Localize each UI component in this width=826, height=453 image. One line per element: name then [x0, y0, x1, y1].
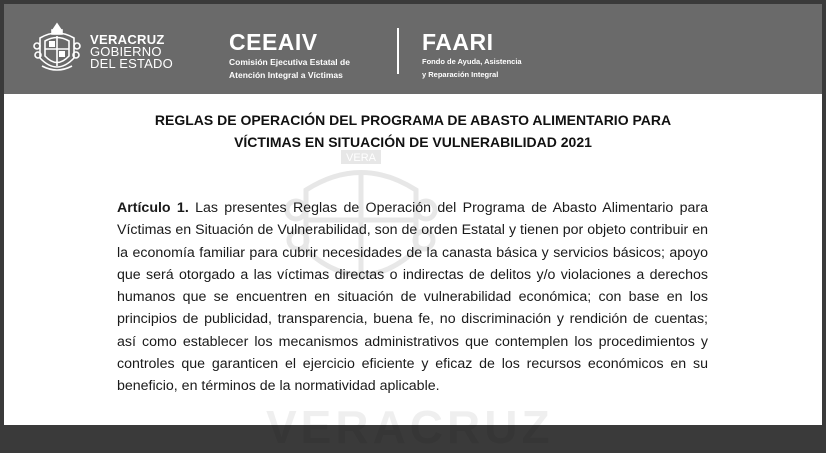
ceeaiv-logo	[229, 30, 350, 80]
ceeaiv-name: CEEAIV	[229, 29, 318, 55]
title-line1: REGLAS DE OPERACIÓN DEL PROGRAMA DE ABASTO ALIMENTARIO PARA	[154, 112, 672, 128]
gov-line2: GOBIERNO	[90, 44, 162, 59]
watermark-text: VERACRUZ	[266, 401, 554, 453]
gov-line1: VERACRUZ	[90, 32, 165, 47]
veracruz-seal-icon	[32, 22, 82, 76]
article-1-paragraph	[117, 197, 708, 398]
veracruz-government-logo	[90, 34, 173, 70]
logo-divider	[397, 28, 399, 74]
document-title	[4, 109, 822, 153]
header-banner	[4, 4, 822, 94]
faari-logo	[422, 30, 522, 79]
watermark-seal-label: VERA	[346, 152, 376, 164]
faari-sub2: y Reparación Integral	[422, 69, 499, 79]
document-page	[4, 4, 822, 453]
ceeaiv-sub2: Atención Integral a Víctimas	[229, 70, 343, 80]
faari-name: FAARI	[422, 29, 494, 55]
ceeaiv-sub1: Comisión Ejecutiva Estatal de	[229, 57, 350, 67]
title-line2: VÍCTIMAS EN SITUACIÓN DE VULNERABILIDAD 2021	[234, 134, 592, 150]
faari-sub1: Fondo de Ayuda, Asistencia	[422, 57, 522, 66]
article-text: Las presentes Reglas de Operación del Programa de Abasto Alimentario para Víctimas en Situación de Vulnerabilidad, son de orden Estatal y tienen por objeto contribuir en la economía familiar para cubrir necesidades de la canasta básica y servicios básicos; apoyo que será otorgado a las víctimas directas o indirectas de delitos y/o violaciones a derechos humanos que se encuentren en situación de vulnerabilidad económica; con base en los principios de publicidad, transparencia, buena fe, no discriminación y rendición de cuentas; así como establecer los mecanismos administrativos que contemplen los procedimientos y controles que garanticen el ejercicio eficiente y eficaz de los recursos económicos en su beneficio, en términos de la normatividad aplicable.	[117, 200, 708, 395]
article-label: Artículo 1.	[117, 200, 189, 216]
gov-line3: DEL ESTADO	[90, 56, 173, 71]
